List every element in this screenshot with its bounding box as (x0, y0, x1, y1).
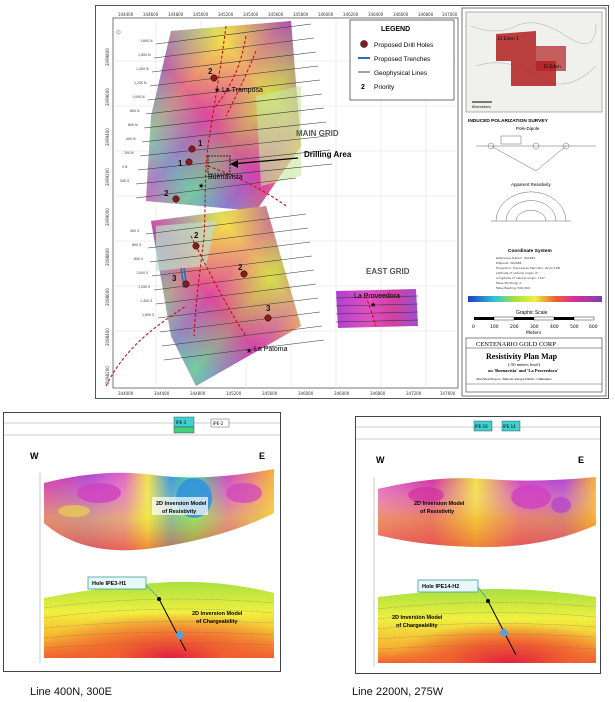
collar-icon (157, 597, 161, 601)
bottom-tick: 345200 (226, 391, 242, 396)
map-canvas (96, 6, 608, 398)
place-name-tramposa: La Tramposa (222, 87, 263, 94)
top-tick: 346600 (393, 12, 409, 17)
line-label: 1,200 S (138, 285, 151, 289)
top-tick: 346000 (318, 12, 334, 17)
left-tick: 2098600 (105, 288, 110, 306)
line-label: 0 N (122, 165, 128, 169)
coord-line: Latitude of natural origin: 0° (496, 271, 539, 275)
priority-label: 2 (208, 67, 213, 76)
line-label: 1,600 S (142, 313, 155, 317)
coord-line: Projection: Transverse Mercator, Zone 13N (496, 266, 560, 270)
top-tick: 346200 (343, 12, 359, 17)
top-tick: 345800 (293, 12, 309, 17)
scale-tick: 300 (530, 325, 539, 330)
section-panel-1 (3, 412, 281, 672)
top-tick: 344400 (118, 12, 134, 17)
east-grid-label: EAST GRID (366, 267, 410, 276)
scale-tick: 100 (490, 325, 499, 330)
graphic-scale-bar (474, 317, 594, 320)
priority-label: 2 (164, 189, 169, 198)
coord-line: Reference Datum: WGS84 (496, 256, 536, 260)
section-panel-2 (355, 416, 601, 674)
inset-label: El Eden (544, 65, 561, 70)
resistivity-model-label: of Resistivity (162, 509, 197, 515)
line-label: 400 N (126, 137, 136, 141)
top-tick: 344800 (168, 12, 184, 17)
pole-dipole-label: Pole-Dipole (516, 126, 540, 131)
legend (350, 20, 454, 100)
resistivity-model-label: 2D Inversion Model (414, 501, 465, 507)
ipe-tag-label: IPE-16 (475, 424, 488, 429)
map-title: Resistivity Plan Map (486, 352, 558, 361)
bottom-tick: 346400 (334, 391, 350, 396)
map-subtitle: The Eden Project, Temoris-Urique Distric, Chihuahua (476, 377, 552, 381)
section-caption-2: Line 2200N, 275W (352, 686, 444, 698)
inset-label: El Eden 1 (498, 37, 520, 42)
place-star-icon: ★ (198, 183, 205, 190)
inset-scale: Kilometers (472, 105, 491, 109)
collar-icon (486, 599, 490, 603)
ipe-tag-label: IPE-14 (503, 424, 516, 429)
coord-line: False Easting: 500 000 (496, 286, 530, 290)
line-label: 1,400 N (136, 67, 149, 71)
legend-item: Priority (374, 84, 395, 91)
resistivity-model-label: 2D Inversion Model (156, 501, 207, 507)
scale-tick: 200 (510, 325, 519, 330)
left-tick: 2099800 (105, 48, 110, 66)
west-label: W (30, 451, 39, 461)
top-tick: 346800 (418, 12, 434, 17)
chargeability-section (44, 582, 274, 658)
scale-tick: 0 (472, 325, 475, 330)
line-label: 400 S (130, 229, 140, 233)
hole-label: Hole IPE3-H1 (92, 581, 127, 587)
ipe-tag-label: IPE-2 (213, 421, 224, 426)
legend-title: LEGEND (381, 26, 411, 33)
resistivity-section (378, 477, 596, 547)
coord-line: Ellipsoid: WGS84 (496, 261, 522, 265)
line-label: 1,400 S (140, 299, 153, 303)
north-arrow-icon: ⬦ (116, 29, 121, 36)
map-subtitle: on 'Buenavista' and 'La Proveedora' (488, 368, 559, 373)
left-tick: 2098400 (105, 328, 110, 346)
priority-label: 1 (178, 159, 183, 168)
section-canvas-1 (4, 413, 280, 671)
line-label: 200 N (124, 151, 134, 155)
top-tick: 344600 (143, 12, 159, 17)
priority-label: 2 (238, 263, 243, 272)
place-star-icon: ★ (246, 348, 253, 355)
chargeability-model-label: 2D Inversion Model (192, 611, 243, 617)
drill-hole-icon (361, 41, 368, 48)
priority-label: 3 (266, 304, 271, 313)
hole-label: Hole IPE14-H2 (422, 584, 460, 590)
bottom-tick: 346800 (370, 391, 386, 396)
line-label: 1,800 N (140, 39, 153, 43)
priority-symbol: 2 (361, 84, 365, 91)
left-tick: 2099600 (105, 88, 110, 106)
top-tick: 345000 (193, 12, 209, 17)
place-star-icon: ★ (370, 302, 377, 309)
scale-tick: 600 (589, 325, 598, 330)
legend-item: Proposed Trenches (374, 56, 431, 63)
scale-tick: 500 (570, 325, 579, 330)
top-tick: 347000 (442, 12, 458, 17)
bottom-tick: 344000 (118, 391, 134, 396)
top-tick: 345200 (218, 12, 234, 17)
bottom-tick: 346000 (298, 391, 314, 396)
ip-survey-title: INDUCED POLARIZATION SURVEY (468, 119, 548, 124)
coord-line: Longitude of natural origin: 105° (496, 276, 546, 280)
left-tick: 2098200 (105, 366, 110, 384)
place-star-icon: ★ (214, 87, 221, 94)
line-label: 1,000 N (132, 95, 145, 99)
east-label: E (578, 455, 585, 465)
top-tick: 345400 (243, 12, 259, 17)
line-label: 1,600 N (138, 53, 151, 57)
map-subtitle: (-50 meters level) (508, 362, 540, 367)
chargeability-model-label: 2D Inversion Model (392, 615, 443, 621)
bottom-tick: 344400 (154, 391, 170, 396)
top-tick: 346400 (368, 12, 384, 17)
east-label: E (259, 451, 266, 461)
section-caption-1: Line 400N, 300E (30, 686, 112, 698)
chargeability-model-label: of Chargeability (196, 619, 238, 625)
company-name: CENTENARIO GOLD CORP (476, 341, 556, 348)
place-name-buenavista: Buenavista (208, 174, 243, 181)
west-label: W (376, 455, 385, 465)
bottom-tick: 344800 (190, 391, 206, 396)
left-tick: 2098800 (105, 248, 110, 266)
bottom-tick: 345600 (262, 391, 278, 396)
legend-item: Proposed Drill Holes (374, 42, 434, 49)
section-canvas-2 (356, 417, 600, 673)
line-label: 600 S (132, 243, 142, 247)
place-name-proveedora: La Proveedora (354, 293, 400, 300)
line-label: 600 N (128, 123, 138, 127)
coord-line: False Northing: 0 (496, 281, 522, 285)
line-label: 1,200 N (134, 81, 147, 85)
priority-label: 1 (198, 139, 203, 148)
priority-label: 3 (172, 274, 177, 283)
main-grid-label: MAIN GRID (296, 129, 339, 138)
resistivity-plan-map (95, 5, 609, 399)
line-label: 200 S (120, 179, 130, 183)
top-tick: 345600 (268, 12, 284, 17)
resistivity-model-label: of Resistivity (420, 509, 455, 515)
drilling-area-callout: Drilling Area (304, 150, 352, 159)
scale-tick: 400 (550, 325, 559, 330)
left-tick: 2099000 (105, 208, 110, 226)
graphic-scale-title: Graphic Scale (516, 310, 548, 316)
legend-item: Geophysical Lines (374, 70, 428, 77)
bottom-tick: 347200 (406, 391, 422, 396)
line-label: 800 N (130, 109, 140, 113)
location-inset (466, 12, 602, 112)
priority-label: 2 (194, 231, 199, 240)
scale-unit: Meters (526, 331, 542, 336)
left-tick: 2099200 (105, 168, 110, 186)
ipe-tag-label: IPE-3 (176, 420, 187, 425)
apparent-resistivity-label: Apparent Resistivity (511, 182, 551, 187)
line-label: 800 S (134, 257, 144, 261)
line-label: 1,000 S (136, 271, 149, 275)
chargeability-model-label: of Chargeability (396, 623, 438, 629)
coord-title: Coordinate System (508, 249, 552, 254)
resistivity-color-scale (468, 296, 602, 302)
bottom-tick: 347600 (440, 391, 456, 396)
place-name-paloma: La Paloma (254, 346, 288, 353)
left-tick: 2099400 (105, 128, 110, 146)
